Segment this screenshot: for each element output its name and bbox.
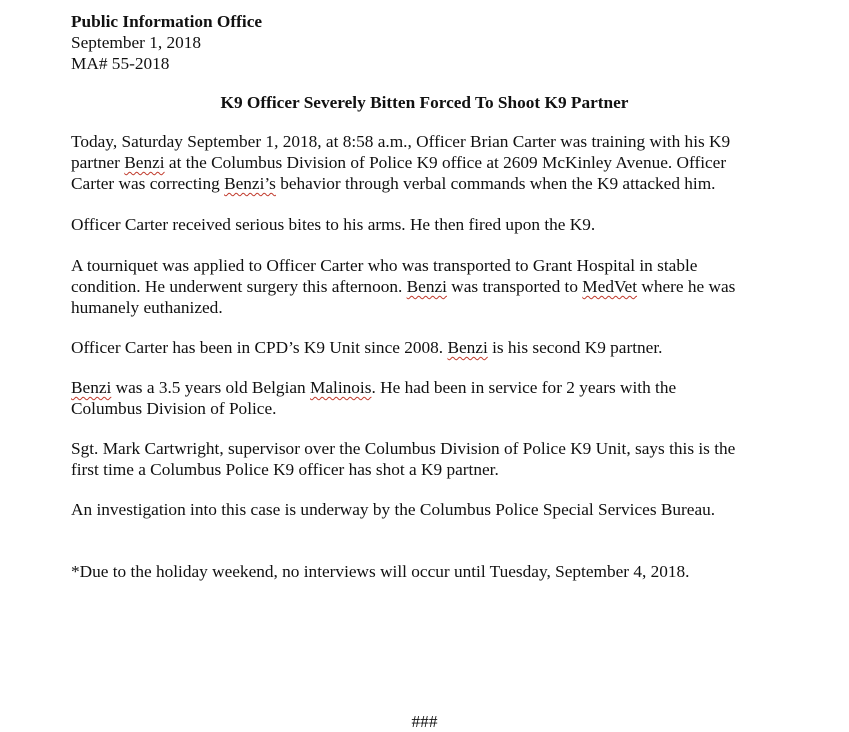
holiday-note — [71, 561, 771, 582]
text-run: condition. He underwent surgery this afternoon. — [71, 277, 407, 296]
spellcheck-word: Benzi’s — [224, 174, 276, 193]
paragraph-line: *Due to the holiday weekend, no interviews will occur until Tuesday, September 4, 2018. — [71, 562, 690, 581]
spellcheck-word: Benzi — [447, 338, 488, 357]
paragraph-line: An investigation into this case is underway by the Columbus Police Special Services Bureau. — [71, 500, 716, 519]
paragraph-k9-details — [71, 377, 771, 419]
text-run: Officer Carter has been in CPD’s K9 Unit since 2008. — [71, 338, 448, 357]
spellcheck-word: Malinois — [310, 378, 372, 397]
spellcheck-word: Benzi — [406, 277, 447, 296]
paragraph-line: Columbus Division of Police. — [71, 399, 277, 418]
paragraph-line — [71, 276, 771, 297]
paragraph-line: Sgt. Mark Cartwright, supervisor over the Columbus Division of Police K9 Unit, says this is the — [71, 439, 736, 458]
paragraph-line: A tourniquet was applied to Officer Carter who was transported to Grant Hospital in stable — [71, 256, 698, 275]
spellcheck-word: MedVet — [582, 277, 638, 296]
paragraph-line: first time a Columbus Police K9 officer has shot a K9 partner. — [71, 460, 499, 479]
paragraph-line — [71, 337, 771, 358]
end-mark: ### — [411, 712, 438, 731]
paragraph-line — [71, 152, 771, 173]
paragraph-supervisor-quote — [71, 438, 771, 480]
release-date: September 1, 2018 — [71, 33, 202, 52]
paragraph-line: humanely euthanized. — [71, 298, 223, 317]
text-run: behavior through verbal commands when the K9 attacked him. — [275, 174, 716, 193]
paragraph-investigation — [71, 499, 771, 520]
text-run: at the Columbus Division of Police K9 office at 2609 McKinley Avenue. Officer — [164, 153, 727, 172]
paragraph-incident — [71, 131, 771, 194]
paragraph-line: Officer Carter received serious bites to his arms. He then fired upon the K9. — [71, 215, 596, 234]
text-run: . He had been in service for 2 years with the — [371, 378, 677, 397]
text-run: partner — [71, 153, 125, 172]
paragraph-line: Today, Saturday September 1, 2018, at 8:58 a.m., Officer Brian Carter was training with his K9 — [71, 132, 731, 151]
ma-number: MA# 55-2018 — [71, 54, 170, 73]
spellcheck-word: Benzi — [71, 378, 112, 397]
text-run: was transported to — [446, 277, 583, 296]
paragraph-treatment — [71, 255, 771, 318]
paragraph-line — [71, 173, 771, 194]
text-run: is his second K9 partner. — [487, 338, 663, 357]
text-run: Carter was correcting — [71, 174, 225, 193]
paragraph-injuries — [71, 214, 771, 235]
text-run: was a 3.5 years old Belgian — [111, 378, 310, 397]
release-title: K9 Officer Severely Bitten Forced To Shoot K9 Partner — [220, 93, 629, 112]
paragraph-unit-history — [71, 337, 771, 358]
text-run: where he was — [637, 277, 736, 296]
header-block — [71, 11, 262, 74]
paragraph-line — [71, 377, 771, 398]
office-name: Public Information Office — [71, 12, 263, 31]
spellcheck-word: Benzi — [124, 153, 165, 172]
